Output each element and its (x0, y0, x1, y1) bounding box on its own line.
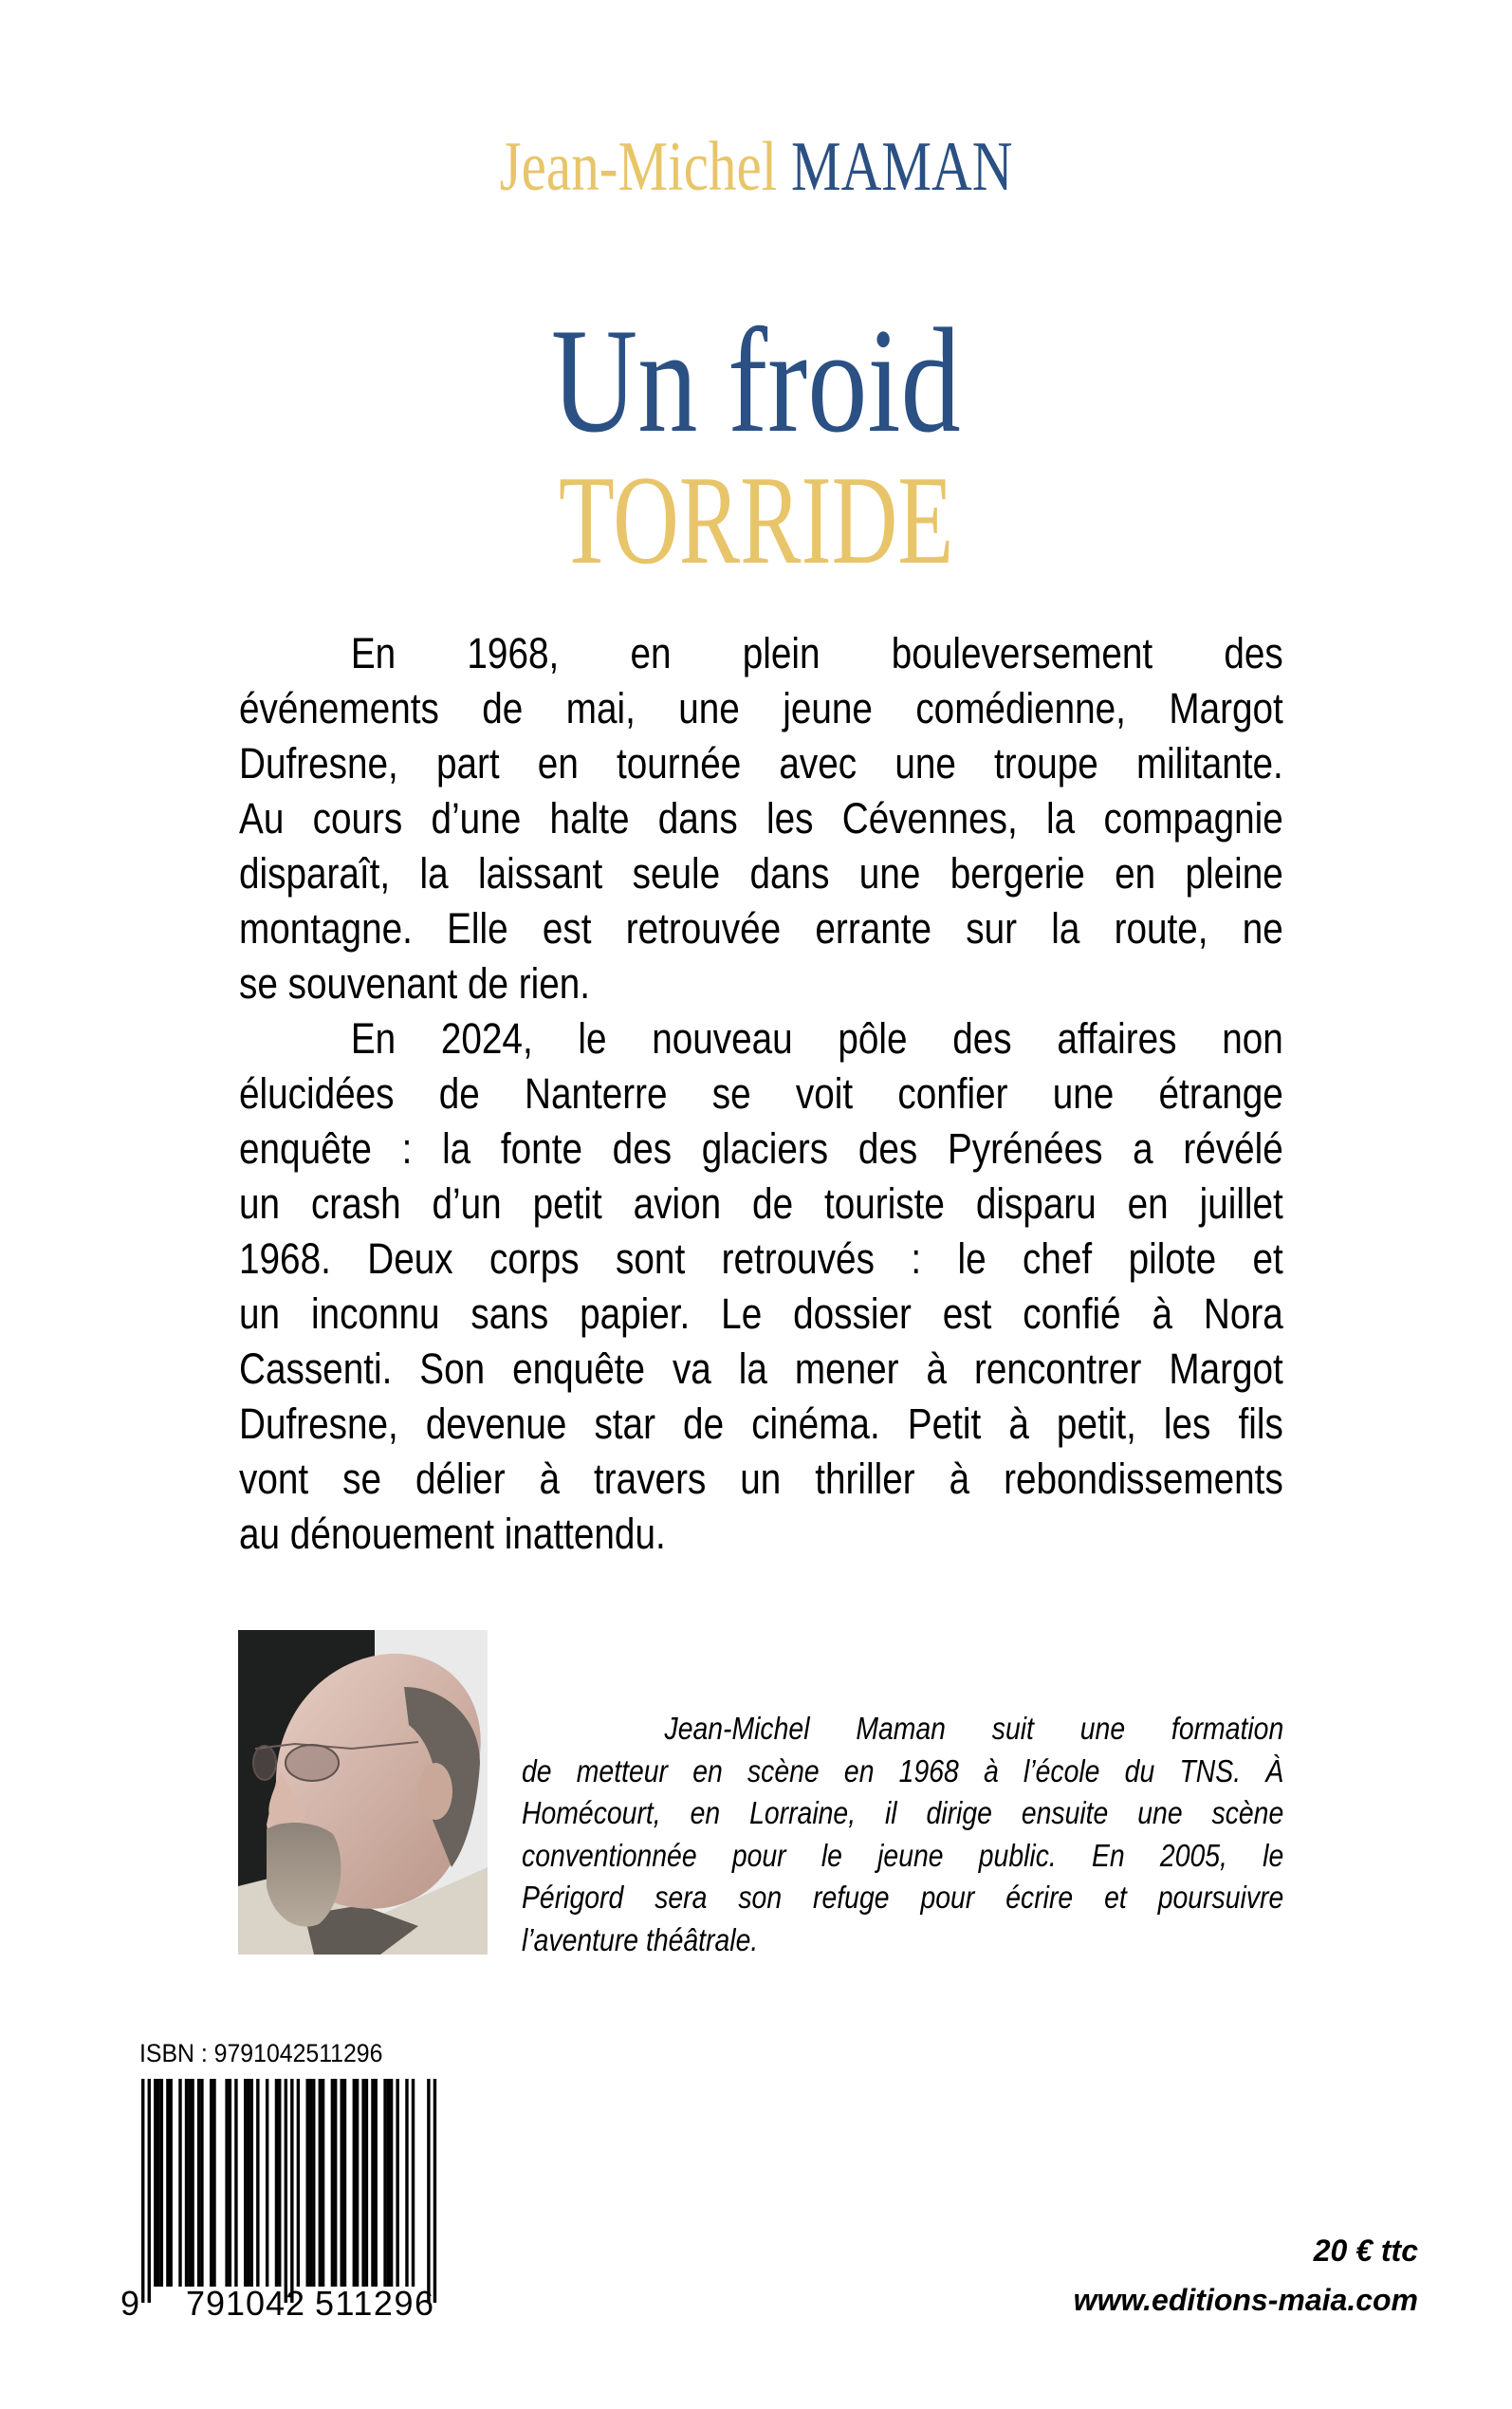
barcode-bar (341, 2079, 343, 2287)
book-blurb (239, 626, 1283, 1562)
barcode-bar (278, 2079, 281, 2287)
barcode-bar (353, 2079, 356, 2287)
book-title-accent: TORRIDE (558, 450, 954, 590)
author-name (0, 121, 1512, 213)
blurb-line: Au cours d’une halte dans les Cévennes, la compagnie (239, 794, 1283, 843)
barcode-bar (212, 2079, 215, 2287)
barcode-bar (157, 2079, 159, 2287)
barcode-guard-bar (148, 2079, 151, 2303)
barcode-guard-bar (427, 2079, 430, 2303)
blurb-line: disparaît, la laissant seule dans une bergerie en pleine (239, 849, 1283, 898)
blurb-line: vont se délier à travers un thriller à rebondissements (239, 1455, 1283, 1503)
barcode-bar (405, 2079, 408, 2287)
blurb-line: élucidées de Nanterre se voit confier une étrange (239, 1069, 1283, 1118)
barcode-guard-bar (141, 2079, 144, 2303)
barcode-bars (141, 2079, 436, 2303)
bio-line: conventionnée pour le jeune public. En 2005, le (522, 1837, 1284, 1873)
price: 20 € ttc (1313, 2233, 1418, 2268)
book-title-main: Un froid (551, 298, 961, 464)
barcode-bar (375, 2079, 378, 2287)
barcode-left-digits: 791042 (186, 2284, 304, 2323)
barcode-bar (371, 2079, 374, 2287)
blurb-line: Dufresne, part en tournée avec une troupe militante. (239, 739, 1283, 788)
blurb-line: Cassenti. Son enquête va la mener à rencontrer Margot (239, 1344, 1283, 1393)
blurb-line: un crash d’un petit avion de touriste disparu en juillet (239, 1179, 1283, 1228)
barcode-bar (334, 2079, 337, 2287)
barcode-bar (396, 2079, 398, 2287)
barcode-bar (322, 2079, 324, 2287)
blurb-line: En 1968, en plein bouleversement des (350, 629, 1283, 677)
bio-line: Jean-Michel Maman suit une formation (664, 1711, 1284, 1746)
barcode-bar (306, 2079, 309, 2287)
barcode-bar (356, 2079, 359, 2287)
barcode-bar (266, 2079, 268, 2287)
barcode-guard-bar (290, 2079, 293, 2303)
author-photo (238, 1630, 488, 1955)
barcode-bar (387, 2079, 390, 2287)
blurb-line: enquête : la fonte des glaciers des Pyrénées a révélé (239, 1124, 1283, 1173)
barcode-bar (256, 2079, 259, 2287)
blurb-line: au dénouement inattendu. (239, 1510, 666, 1558)
blurb-line: un inconnu sans papier. Le dossier est confié à Nora (239, 1289, 1283, 1338)
barcode-bar (160, 2079, 163, 2287)
barcode-bar (309, 2079, 312, 2287)
author-bio (522, 1708, 1283, 1962)
blurb-line: se souvenant de rien. (239, 959, 591, 1008)
blurb-paragraph-1 (239, 626, 1283, 1011)
barcode-bar (331, 2079, 334, 2287)
barcode-guard-bar (433, 2079, 436, 2303)
blurb-line: En 2024, le nouveau pôle des affaires non (350, 1014, 1283, 1063)
publisher-website: www.editions-maia.com (1073, 2283, 1418, 2317)
barcode-bar (154, 2079, 157, 2287)
blurb-line: Dufresne, devenue star de cinéma. Petit à petit, les fils (239, 1399, 1283, 1448)
barcode-bar (390, 2079, 393, 2287)
author-first-name: Jean-Michel (499, 128, 778, 206)
barcode-bar (275, 2079, 278, 2287)
barcode-bar (166, 2079, 169, 2287)
barcode-bar (185, 2079, 188, 2287)
bio-line: de metteur en scène en 1968 à l’école du TNS. À (522, 1752, 1284, 1788)
barcode-bar (312, 2079, 315, 2287)
blurb-line: 1968. Deux corps sont retrouvés : le chef pilote et (239, 1234, 1283, 1283)
barcode-bar (319, 2079, 322, 2287)
blurb-line: événements de mai, une jeune comédienne, Margot (239, 684, 1283, 732)
barcode-guard-bar (285, 2079, 287, 2303)
isbn-label: ISBN : 9791042511296 (139, 2039, 383, 2067)
barcode-bar (412, 2079, 415, 2287)
barcode (114, 2078, 455, 2325)
barcode-lead-digit: 9 (120, 2284, 140, 2323)
bio-line: l’aventure théâtrale. (522, 1921, 759, 1957)
barcode-bar (191, 2079, 194, 2287)
barcode-bar (361, 2079, 364, 2287)
barcode-right-digits: 511296 (315, 2284, 433, 2323)
barcode-bar (210, 2079, 212, 2287)
barcode-bar (250, 2079, 253, 2287)
book-title-line-1 (0, 298, 1512, 464)
bio-line: Périgord sera son refuge pour écrire et poursuivre (522, 1880, 1284, 1916)
barcode-bar (178, 2079, 181, 2287)
barcode-bar (200, 2079, 203, 2287)
blurb-line: montagne. Elle est retrouvée errante sur la route, ne (239, 904, 1283, 953)
barcode-bar (188, 2079, 191, 2287)
barcode-bar (229, 2079, 231, 2287)
barcode-bar (247, 2079, 249, 2287)
barcode-bar (169, 2079, 172, 2287)
author-portrait-icon (238, 1630, 488, 1955)
author-last-name: MAMAN (790, 128, 1013, 206)
barcode-bar (244, 2079, 247, 2287)
barcode-bar (225, 2079, 228, 2287)
barcode-bar (343, 2079, 346, 2287)
barcode-bar (365, 2079, 368, 2287)
barcode-bar (197, 2079, 200, 2287)
barcode-bar (297, 2079, 300, 2287)
book-title-line-2 (0, 450, 1512, 590)
barcode-bar (383, 2079, 386, 2287)
barcode-bar (234, 2079, 237, 2287)
bio-line: Homécourt, en Lorraine, il dirige ensuite une scène (522, 1795, 1284, 1831)
blurb-paragraph-2 (239, 1011, 1283, 1562)
